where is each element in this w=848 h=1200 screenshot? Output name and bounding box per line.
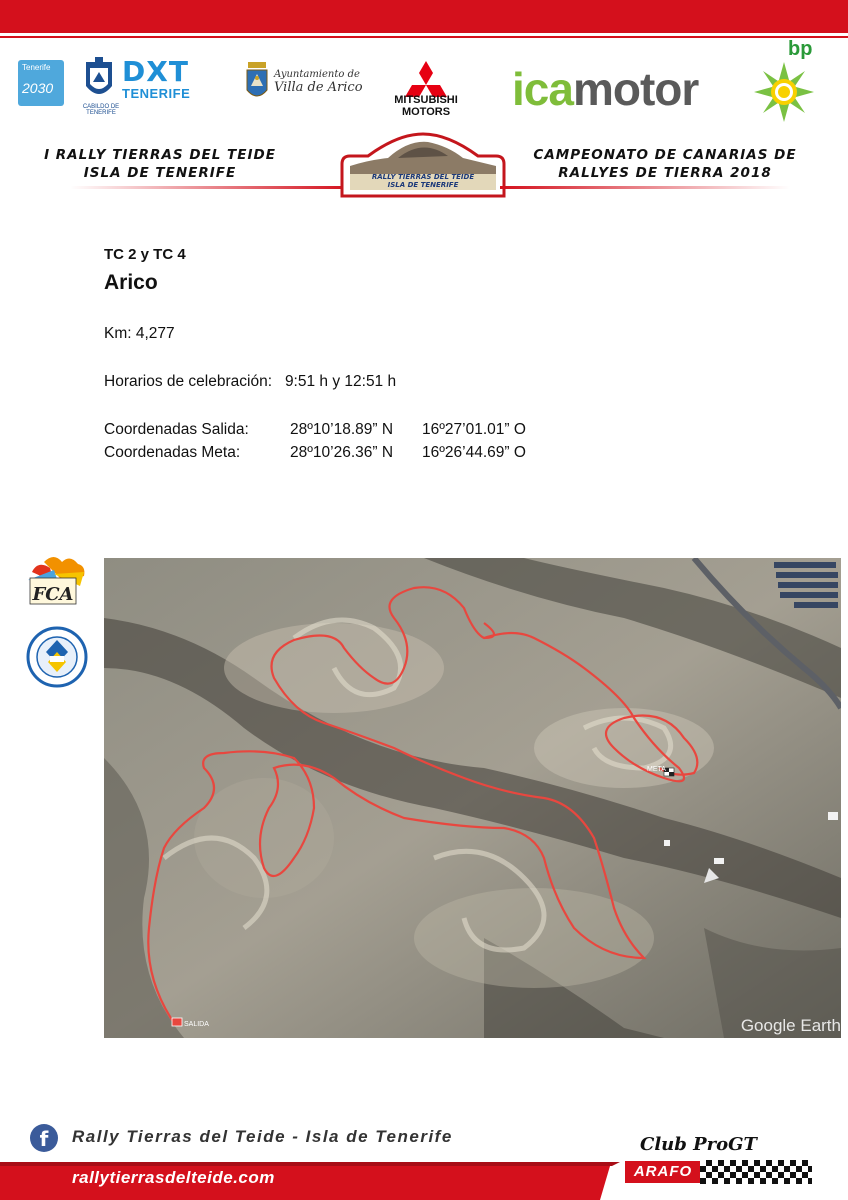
top-red-bar <box>0 0 848 33</box>
dxt-word: DXT <box>122 55 189 88</box>
stage-name: Arico <box>104 271 158 294</box>
start-lat: 28º10’18.89” N <box>290 421 394 438</box>
right-red-underline <box>500 186 790 189</box>
club-progt-name: Club ProGT <box>640 1134 757 1155</box>
icamotor-motor: motor <box>572 63 699 115</box>
finish-coordinates <box>104 444 526 462</box>
bp-helios-icon <box>752 60 816 124</box>
start-label: Coordenadas Salida: <box>104 421 249 438</box>
championship-line1: CAMPEONATO DE CANARIAS DE <box>533 147 797 163</box>
top-red-line <box>0 36 848 38</box>
tenerife-federation-seal <box>26 626 88 688</box>
start-flag-icon <box>172 1018 182 1026</box>
checkered-flag-icon <box>700 1160 812 1184</box>
tenerife-2030-small: Tenerife <box>22 63 51 72</box>
tenerife-2030-logo <box>18 60 64 106</box>
rally-plate-logo <box>338 130 508 200</box>
schedule-value: 9:51 h y 12:51 h <box>284 373 397 390</box>
icamotor-ica: ica <box>512 63 573 115</box>
dxt-tenerife-logo <box>122 55 212 108</box>
bp-word: bp <box>788 38 813 60</box>
start-coordinates <box>104 421 526 439</box>
left-red-underline <box>70 186 350 189</box>
arico-text <box>274 70 374 94</box>
arico-line1: Ayuntamiento de <box>274 69 360 80</box>
rally-title-line1: I RALLY TIERRAS DEL TEIDE <box>44 147 276 163</box>
championship-line2: RALLYES DE TIERRA 2018 <box>558 165 772 181</box>
cabildo-tenerife-logo <box>80 56 118 108</box>
stage-schedule <box>104 373 396 391</box>
championship-title <box>530 146 800 182</box>
map-canvas <box>104 558 841 1038</box>
stage-satellite-map <box>104 558 841 1038</box>
google-earth-watermark: Google Earth <box>740 1016 841 1035</box>
plate-line1: RALLY TIERRAS DEL TEIDE <box>371 173 475 181</box>
start-marker-label: SALIDA <box>184 1021 209 1028</box>
cabildo-text: CABILDO DE TENERIFE <box>82 104 120 116</box>
finish-lon: 16º26’44.69” O <box>422 444 526 461</box>
rally-title <box>30 146 290 182</box>
tenerife-2030-big: 2030 <box>22 79 54 96</box>
plate-line2: ISLA DE TENERIFE <box>387 181 459 189</box>
dxt-sub: TENERIFE <box>122 86 191 101</box>
arico-line2: Villa de Arico <box>274 79 363 95</box>
footer-rally-name: Rally Tierras del Teide - Isla de Tenerife <box>72 1127 453 1146</box>
footer-website-link[interactable]: rallytierrasdelteide.com <box>72 1168 275 1187</box>
icamotor-logo <box>512 64 698 114</box>
mitsubishi-line1: MITSUBISHI <box>394 94 458 106</box>
arico-shield-icon <box>244 58 270 104</box>
rally-title-line2: ISLA DE TENERIFE <box>83 165 237 181</box>
fca-federation-logo <box>24 552 90 610</box>
finish-lat: 28º10’26.36” N <box>290 444 394 461</box>
mitsubishi-line2: MOTORS <box>401 105 451 118</box>
finish-marker-label: META <box>647 766 666 773</box>
stage-code: TC 2 y TC 4 <box>104 246 186 263</box>
mitsubishi-label <box>384 95 468 118</box>
fca-letters: FCA <box>32 584 74 605</box>
start-lon: 16º27’01.01” O <box>422 421 526 438</box>
stage-distance: Km: 4,277 <box>104 325 175 342</box>
facebook-icon[interactable]: f <box>30 1124 58 1152</box>
schedule-label: Horarios de celebración: <box>104 373 273 390</box>
club-arafo-label: ARAFO <box>625 1161 701 1183</box>
finish-label: Coordenadas Meta: <box>104 444 241 461</box>
